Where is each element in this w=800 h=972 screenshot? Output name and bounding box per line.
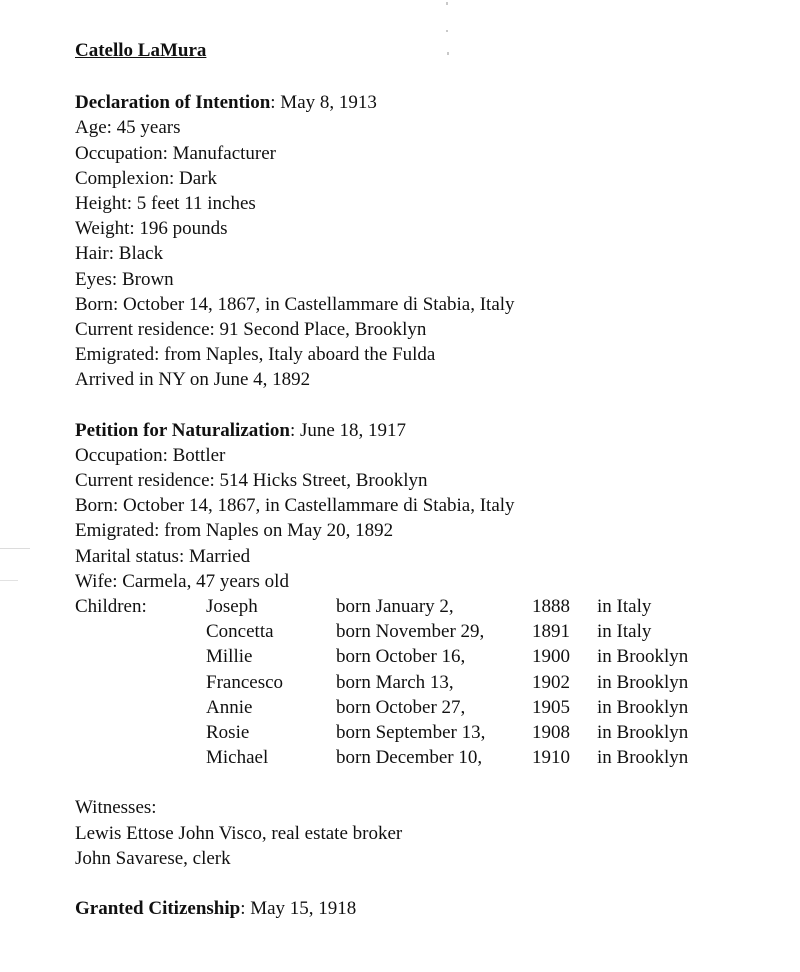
petition-date: : June 18, 1917 bbox=[289, 419, 407, 441]
child-born: born December 10, bbox=[336, 747, 483, 769]
child-born: born October 16, bbox=[336, 646, 466, 668]
child-born: born October 27, bbox=[336, 696, 466, 718]
witnesses-section bbox=[75, 795, 775, 871]
child-year: 1900 bbox=[532, 646, 570, 668]
petition-line: Occupation: Bottler bbox=[75, 444, 226, 466]
children-row bbox=[75, 644, 775, 669]
children-row bbox=[75, 695, 775, 720]
child-name: Francesco bbox=[206, 671, 284, 693]
citizenship-line bbox=[75, 896, 775, 921]
child-place: in Brooklyn bbox=[597, 721, 689, 743]
child-name: Michael bbox=[206, 747, 269, 769]
child-year: 1910 bbox=[532, 747, 570, 769]
citizenship-date: : May 15, 1918 bbox=[240, 898, 357, 920]
section-gap bbox=[75, 871, 775, 896]
petition-heading: Petition for Naturalization bbox=[75, 419, 290, 441]
child-name: Rosie bbox=[206, 721, 250, 743]
declaration-line: Born: October 14, 1867, in Castellammare di Stabia, Italy bbox=[75, 293, 515, 315]
declaration-line: Hair: Black bbox=[75, 243, 164, 265]
children-table bbox=[75, 594, 775, 770]
witness-line: Lewis Ettose John Visco, real estate broker bbox=[75, 822, 403, 844]
child-name: Concetta bbox=[206, 621, 274, 643]
child-name: Millie bbox=[206, 646, 253, 668]
citizenship-heading: Granted Citizenship bbox=[75, 898, 241, 920]
petition-line: Born: October 14, 1867, in Castellammare di Stabia, Italy bbox=[75, 495, 515, 517]
declaration-line: Emigrated: from Naples, Italy aboard the Fulda bbox=[75, 344, 436, 366]
children-row bbox=[75, 670, 775, 695]
children-row bbox=[75, 619, 775, 644]
witness-line: John Savarese, clerk bbox=[75, 847, 231, 869]
child-year: 1891 bbox=[532, 621, 570, 643]
petition-heading-line bbox=[75, 418, 775, 443]
witnesses-heading: Witnesses: bbox=[75, 797, 157, 819]
child-born: born March 13, bbox=[336, 671, 454, 693]
child-name: Annie bbox=[206, 696, 253, 718]
child-born: born September 13, bbox=[336, 721, 486, 743]
child-year: 1902 bbox=[532, 671, 570, 693]
petition-line: Wife: Carmela, 47 years old bbox=[75, 570, 289, 592]
declaration-line: Eyes: Brown bbox=[75, 268, 174, 290]
declaration-heading: Declaration of Intention bbox=[75, 92, 271, 114]
declaration-line: Height: 5 feet 11 inches bbox=[75, 192, 256, 214]
declaration-line: Occupation: Manufacturer bbox=[75, 142, 276, 164]
petition-line: Emigrated: from Naples on May 20, 1892 bbox=[75, 520, 394, 542]
children-row bbox=[75, 594, 775, 619]
children-row bbox=[75, 745, 775, 770]
declaration-line: Complexion: Dark bbox=[75, 167, 217, 189]
petition-line: Marital status: Married bbox=[75, 545, 251, 567]
child-place: in Brooklyn bbox=[597, 646, 689, 668]
child-place: in Brooklyn bbox=[597, 747, 689, 769]
document-page bbox=[75, 38, 775, 921]
child-born: born November 29, bbox=[336, 621, 485, 643]
section-gap bbox=[75, 392, 775, 417]
child-place: in Brooklyn bbox=[597, 671, 689, 693]
petition-section bbox=[75, 418, 775, 771]
declaration-date: : May 8, 1913 bbox=[270, 92, 377, 114]
child-place: in Italy bbox=[597, 621, 652, 643]
declaration-line: Weight: 196 pounds bbox=[75, 218, 228, 240]
child-year: 1905 bbox=[532, 696, 570, 718]
section-gap bbox=[75, 770, 775, 795]
child-place: in Brooklyn bbox=[597, 696, 689, 718]
petition-line: Current residence: 514 Hicks Street, Brooklyn bbox=[75, 470, 428, 491]
citizenship-section bbox=[75, 896, 775, 921]
child-year: 1908 bbox=[532, 721, 570, 743]
declaration-heading-line bbox=[75, 90, 775, 115]
document-title: Catello LaMura bbox=[75, 40, 207, 61]
child-name: Joseph bbox=[206, 595, 258, 617]
child-year: 1888 bbox=[532, 595, 570, 617]
declaration-line: Age: 45 years bbox=[75, 117, 181, 139]
children-label: Children: bbox=[75, 595, 147, 617]
declaration-line: Arrived in NY on June 4, 1892 bbox=[75, 369, 311, 391]
children-row bbox=[75, 720, 775, 745]
child-born: born January 2, bbox=[336, 595, 454, 617]
declaration-section bbox=[75, 90, 775, 392]
declaration-line: Current residence: 91 Second Place, Brooklyn bbox=[75, 318, 427, 340]
child-place: in Italy bbox=[597, 595, 652, 617]
